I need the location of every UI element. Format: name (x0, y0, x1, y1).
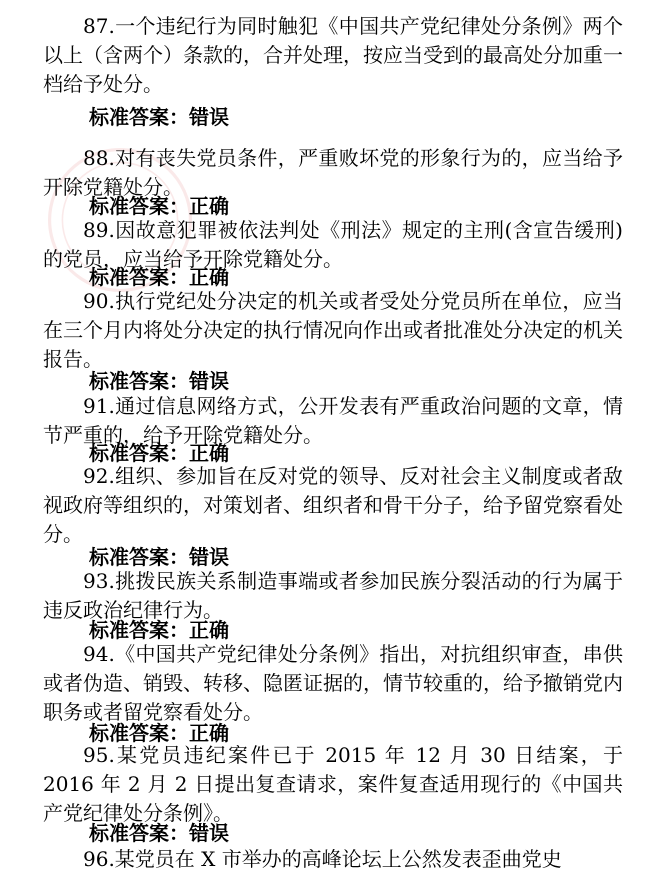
answer-label: 标准答案： (89, 721, 189, 745)
answer-label: 标准答案： (89, 821, 189, 845)
answer-value: 错误 (189, 105, 229, 129)
answer-label: 标准答案： (89, 618, 189, 642)
question-95: 95.某党员违纪案件已于 2015 年 12 月 30 日结案，于 2016 年 2 月 2 日提出复查请求，案件复查适用现行的《中国共产党纪律处分条例》。 (43, 743, 623, 825)
answer-value: 正确 (189, 618, 229, 642)
answer-90 (89, 368, 229, 394)
answer-value: 正确 (189, 721, 229, 745)
question-89: 89.因故意犯罪被依法判处《刑法》规定的主刑(含宣告缓刑)的党员，应当给予开除党籍处分。 (43, 218, 623, 271)
answer-87 (89, 104, 229, 130)
answer-95 (89, 820, 229, 846)
question-93: 93.挑拨民族关系制造事端或者参加民族分裂活动的行为属于违反政治纪律行为。 (43, 569, 623, 622)
question-87: 87.一个违纪行为同时触犯《中国共产党纪律处分条例》两个以上（含两个）条款的，合并处理，按应当受到的最高处分加重一档给予处分。 (43, 14, 623, 96)
question-94: 94.《中国共产党纪律处分条例》指出，对抗组织审查，串供或者伪造、销毁、转移、隐匿证据的，情节较重的，给予撤销党内职务或者留党察看处分。 (43, 642, 623, 724)
answer-label: 标准答案： (89, 441, 189, 465)
question-88: 88.对有丧失党员条件，严重败坏党的形象行为的，应当给予开除党籍处分。 (43, 146, 623, 199)
answer-label: 标准答案： (89, 545, 189, 569)
answer-value: 正确 (189, 194, 229, 218)
question-90: 90.执行党纪处分决定的机关或者受处分党员所在单位，应当在三个月内将处分决定的执行情况向作出或者批准处分决定的机关报告。 (43, 289, 623, 371)
question-96: 96.某党员在 X 市举办的高峰论坛上公然发表歪曲党史 (83, 847, 562, 871)
question-92: 92.组织、参加旨在反对党的领导、反对社会主义制度或者敌视政府等组织的，对策划者、组织者和骨干分子，给予留党察看处分。 (43, 464, 623, 546)
question-91: 91.通过信息网络方式，公开发表有严重政治问题的文章，情节严重的，给予开除党籍处分。 (43, 394, 623, 447)
answer-label: 标准答案： (89, 105, 189, 129)
answer-label: 标准答案： (89, 265, 189, 289)
answer-label: 标准答案： (89, 369, 189, 393)
answer-value: 正确 (189, 441, 229, 465)
answer-value: 正确 (189, 265, 229, 289)
answer-value: 错误 (189, 821, 229, 845)
answer-label: 标准答案： (89, 194, 189, 218)
answer-value: 错误 (189, 545, 229, 569)
answer-value: 错误 (189, 369, 229, 393)
